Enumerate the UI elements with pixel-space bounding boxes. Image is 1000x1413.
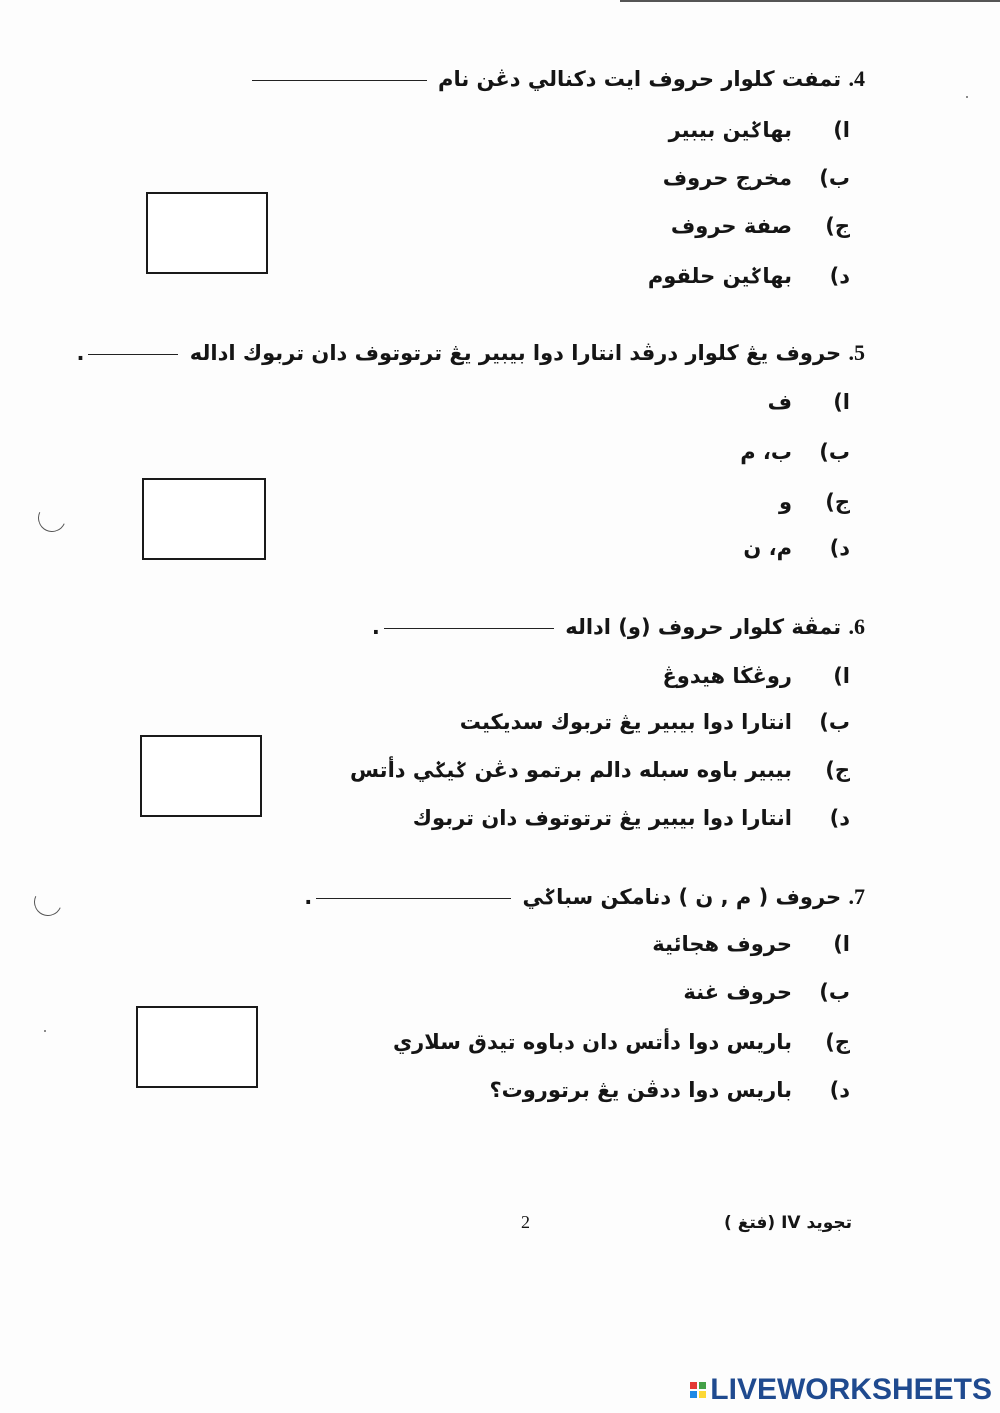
- scan-speck: [966, 96, 968, 98]
- logo-square: [699, 1391, 706, 1398]
- question-5-option-c: ج)و: [778, 490, 850, 514]
- brand-name: LIVEWORKSHEETS: [710, 1373, 992, 1406]
- question-number: 7.: [848, 884, 865, 909]
- question-5-option-a: ا)ف: [767, 390, 850, 414]
- question-4-option-a: ا)بهاݢين بيبير: [668, 118, 850, 142]
- footer-subject: تجويد IV (فتغ ): [724, 1213, 852, 1233]
- punch-hole-mark: [34, 500, 70, 536]
- question-6-option-c: ج)بيبير باوه سبله دالم برتمو دڠن ݢيݢي دأتس: [350, 758, 850, 782]
- question-6-answer-box[interactable]: [140, 735, 262, 817]
- answer-blank: [88, 353, 178, 355]
- question-7-option-c: ج)باريس دوا دأتس دان دباوه تيدق سلاري: [392, 1030, 850, 1054]
- question-6-option-a: ا)روڠڬا هيدوڠ: [662, 664, 850, 688]
- question-4-option-b: ب)مخرج حروف: [662, 166, 850, 190]
- logo-square: [699, 1382, 706, 1389]
- top-edge-line: [620, 0, 1000, 2]
- question-4-prompt: [248, 66, 865, 92]
- question-number: 4.: [848, 66, 865, 91]
- logo-square: [690, 1391, 697, 1398]
- question-7-answer-box[interactable]: [136, 1006, 258, 1088]
- punch-hole-mark: [30, 884, 66, 920]
- question-6-option-d: د)انتارا دوا بيبير يڠ ترتوتوف دان تربوك: [412, 806, 850, 830]
- question-5-prompt: 5. حروف يڠ كلوار درڤد انتارا دوا بيبير يڠ ترتوتوف دان تربوك اداله .: [76, 340, 865, 365]
- question-7-option-d: د)باريس دوا ددڤن يڠ برتوروت؟: [489, 1078, 850, 1102]
- question-7-option-a: ا)حروف هجائية: [652, 932, 850, 956]
- liveworksheets-brand: [690, 1373, 992, 1407]
- question-7-option-b: ب)حروف غنة: [683, 980, 850, 1004]
- question-text: تمڤة كلوار حروف (و) اداله: [565, 615, 842, 639]
- question-number: 6.: [848, 614, 865, 639]
- liveworksheets-logo-icon: [690, 1382, 706, 1398]
- question-number: 5.: [848, 340, 865, 365]
- question-6-option-b: ب)انتارا دوا بيبير يڠ تربوك سديكيت: [459, 710, 850, 734]
- question-5-option-b: ب)ب، م: [740, 440, 850, 464]
- question-text: حروف ( م , ن ) دنامكن سباݢي: [522, 885, 842, 909]
- question-5-option-d: د)م، ن: [743, 536, 850, 560]
- answer-blank: [252, 79, 427, 81]
- logo-square: [690, 1382, 697, 1389]
- question-text: حروف يڠ كلوار درڤد انتارا دوا بيبير يڠ ترتوتوف دان تربوك اداله: [189, 341, 842, 365]
- answer-blank: [384, 627, 554, 629]
- page-number: 2: [521, 1212, 530, 1232]
- answer-blank: [316, 897, 511, 899]
- question-4-answer-box[interactable]: [146, 192, 268, 274]
- question-4-option-d: د)بهاݢين حلقوم: [647, 264, 850, 288]
- question-7-prompt: 7. حروف ( م , ن ) دنامكن سباݢي .: [304, 884, 865, 909]
- question-6-prompt: 6. تمڤة كلوار حروف (و) اداله .: [371, 614, 865, 639]
- scan-speck: [44, 1030, 46, 1032]
- question-text: تمفت كلوار حروف ايت دكنالي دڠن نام: [438, 67, 842, 91]
- question-5-answer-box[interactable]: [142, 478, 266, 560]
- question-4-option-c: ج)صفة حروف: [670, 214, 850, 238]
